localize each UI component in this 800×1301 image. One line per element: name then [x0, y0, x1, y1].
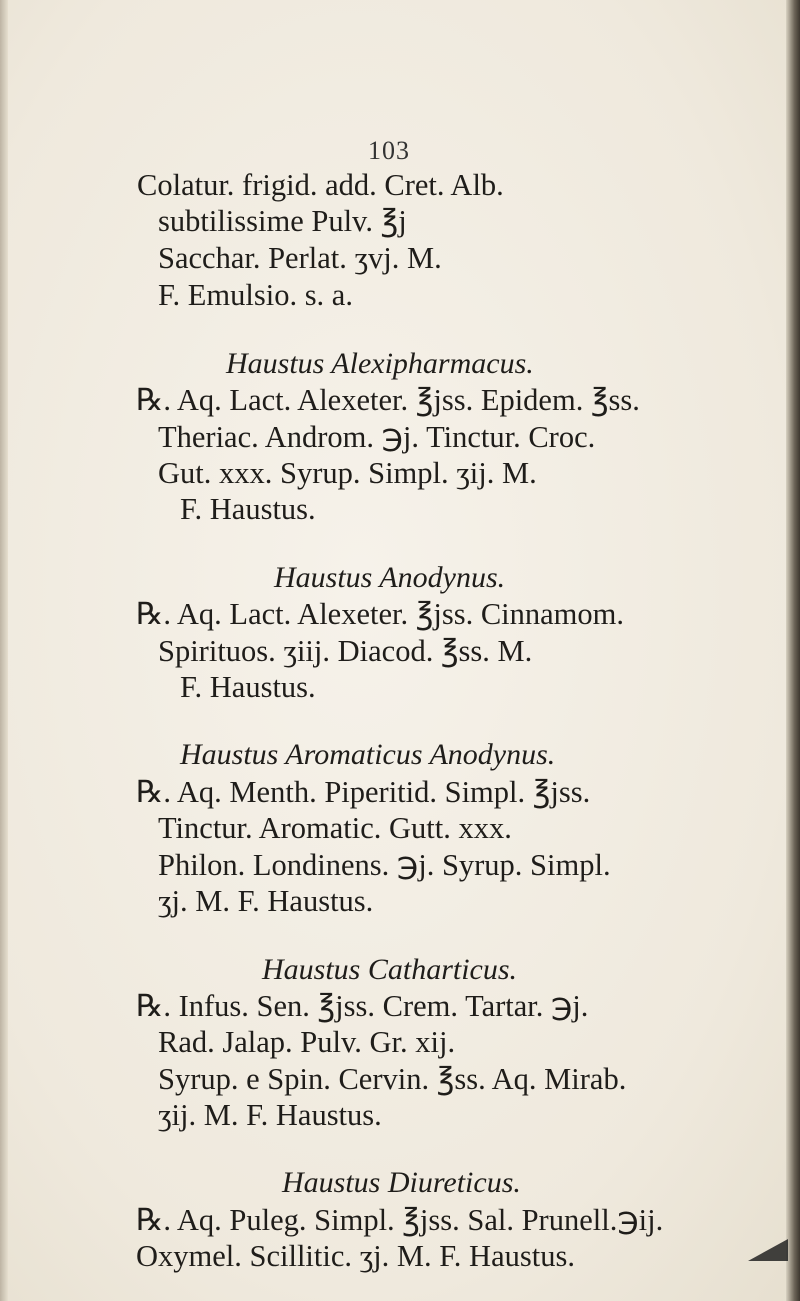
page-left-edge	[0, 0, 8, 1301]
text-line: Rad. Jalap. Pulv. Gr. xij.	[158, 1025, 456, 1059]
recipe-heading: Haustus Alexipharmacus.	[226, 347, 534, 380]
text-line: Theriac. Androm. ℈j. Tinctur. Croc.	[158, 420, 596, 454]
text-line: ʒj. M. F. Haustus.	[158, 884, 374, 918]
text-line: Colatur. frigid. add. Cret. Alb.	[137, 168, 504, 202]
text-line: F. Haustus.	[180, 492, 316, 526]
text-line: Spirituos. ʒiij. Diacod. ℥ss. M.	[158, 634, 533, 668]
text-line: ℞. Aq. Puleg. Simpl. ℥jss. Sal. Prunell.℈ij.	[136, 1203, 664, 1237]
text-line: Tinctur. Aromatic. Gutt. xxx.	[158, 811, 512, 845]
text-line: ℞. Aq. Lact. Alexeter. ℥jss. Cinnamom.	[136, 597, 624, 631]
page-number: 103	[368, 136, 410, 165]
text-line: Syrup. e Spin. Cervin. ℥ss. Aq. Mirab.	[158, 1062, 627, 1096]
text-line: ℞. Aq. Menth. Piperitid. Simpl. ℥jss.	[136, 775, 591, 809]
text-line: ℞. Infus. Sen. ℥jss. Crem. Tartar. ℈j.	[136, 989, 589, 1023]
recipe-heading: Haustus Aromaticus Anodynus.	[180, 738, 556, 771]
text-line: Gut. xxx. Syrup. Simpl. ʒij. M.	[158, 456, 537, 490]
text-line: Sacchar. Perlat. ʒvj. M.	[158, 241, 442, 275]
recipe-heading: Haustus Diureticus.	[282, 1166, 521, 1199]
recipe-heading: Haustus Catharticus.	[262, 953, 518, 986]
text-line: ʒij. M. F. Haustus.	[158, 1098, 382, 1132]
text-line: subtilissime Pulv. ℥j	[158, 204, 407, 238]
text-line: F. Emulsio. s. a.	[158, 278, 353, 312]
text-line: Oxymel. Scillitic. ʒj. M. F. Haustus.	[136, 1239, 575, 1273]
page-corner-shadow	[748, 1239, 788, 1261]
page-binding-edge	[786, 0, 800, 1301]
text-line: F. Haustus.	[180, 670, 316, 704]
text-line: ℞. Aq. Lact. Alexeter. ℥jss. Epidem. ℥ss.	[136, 383, 640, 417]
text-line: Philon. Londinens. ℈j. Syrup. Simpl.	[158, 848, 611, 882]
recipe-heading: Haustus Anodynus.	[274, 561, 506, 594]
